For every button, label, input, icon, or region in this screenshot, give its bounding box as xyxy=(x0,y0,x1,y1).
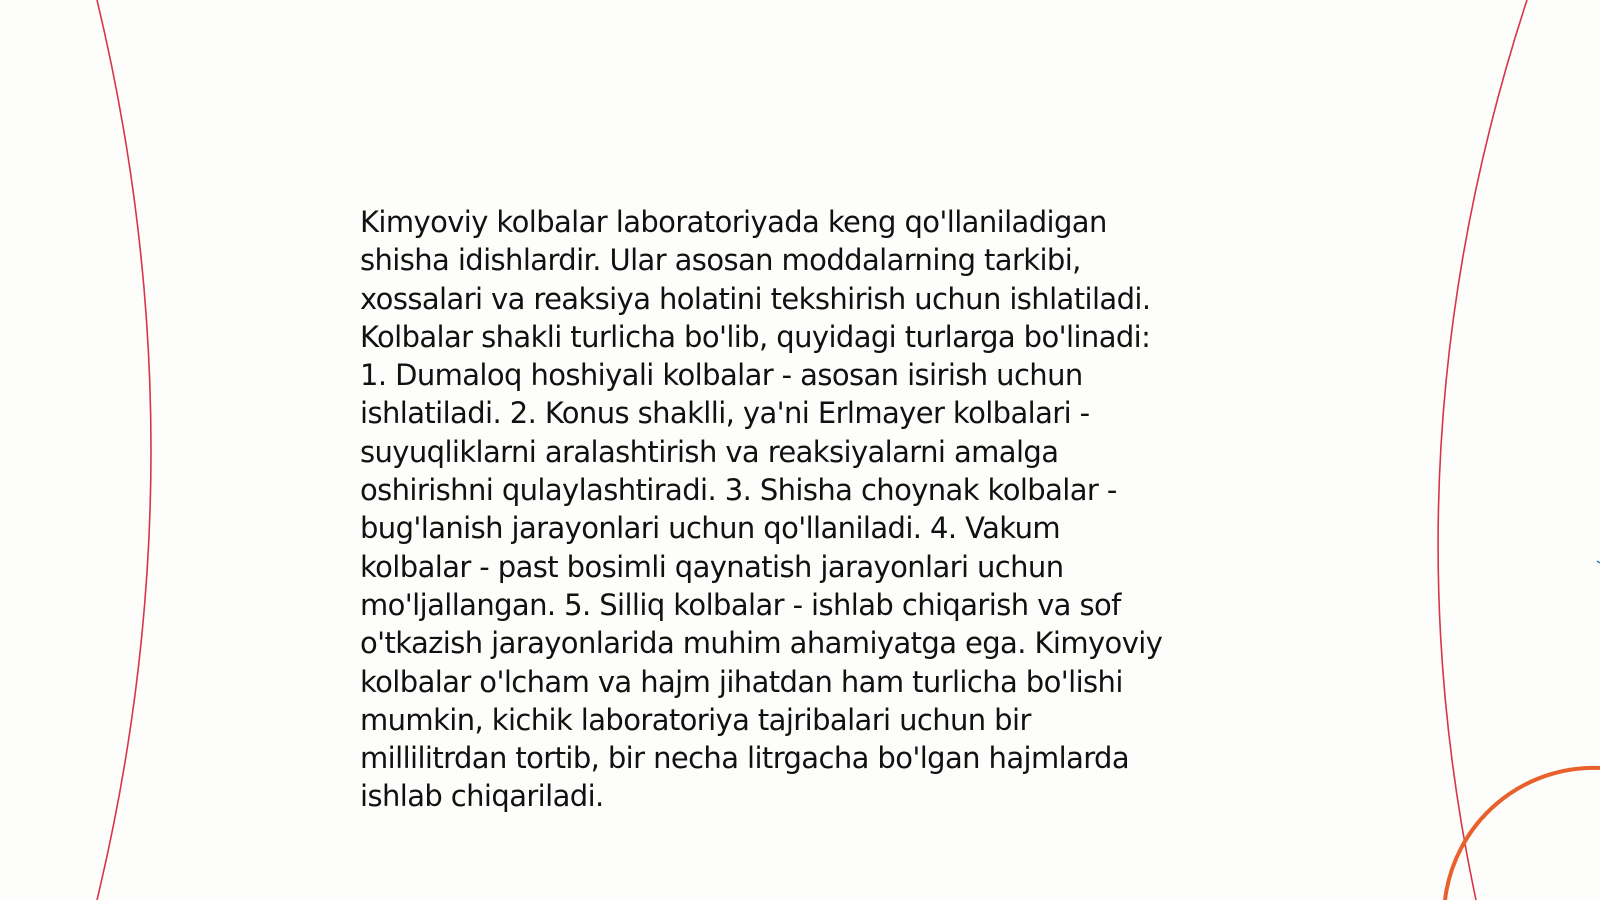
text-line: Kolbalar shakli turlicha bo'lib, quyidagi turlarga bo'linadi: xyxy=(360,319,1151,354)
left-curve-line xyxy=(97,0,151,900)
text-line: ishlab chiqariladi. xyxy=(360,779,604,814)
text-line: xossalari va reaksiya holatini tekshirish uchun ishlatiladi. xyxy=(360,281,1151,316)
text-line: ishlatiladi. 2. Konus shaklli, ya'ni Erlmayer kolbalari - xyxy=(360,396,1090,431)
text-line: kolbalar o'lcham va hajm jihatdan ham turlicha bo'lishi xyxy=(360,664,1123,699)
text-line: suyuqliklarni aralashtirish va reaksiyalarni amalga xyxy=(360,434,1059,469)
text-line: shisha idishlardir. Ular asosan moddalarning tarkibi, xyxy=(360,243,1081,278)
text-line: millilitrdan tortib, bir necha litrgacha bo'lgan hajmlarda xyxy=(360,741,1130,776)
text-line: 1. Dumaloq hoshiyali kolbalar - asosan isirish uchun xyxy=(360,358,1083,393)
right-curve-line xyxy=(1438,0,1527,900)
text-line: o'tkazish jarayonlarida muhim ahamiyatga ega. Kimyoviy xyxy=(360,626,1163,661)
text-line: mo'ljallangan. 5. Silliq kolbalar - ishlab chiqarish va sof xyxy=(360,587,1121,622)
text-line: kolbalar - past bosimli qaynatish jarayonlari uchun xyxy=(360,549,1064,584)
text-line: Kimyoviy kolbalar laboratoriyada keng qo'llaniladigan xyxy=(360,205,1107,239)
text-line: mumkin, kichik laboratoriya tajribalari uchun bir xyxy=(360,702,1031,737)
text-line: bug'lanish jarayonlari uchun qo'llaniladi. 4. Vakum xyxy=(360,511,1061,546)
slide-body-text xyxy=(360,203,1240,816)
text-line: oshirishni qulaylashtiradi. 3. Shisha choynak kolbalar - xyxy=(360,473,1117,508)
bottom-right-circle-arc xyxy=(1445,768,1600,900)
